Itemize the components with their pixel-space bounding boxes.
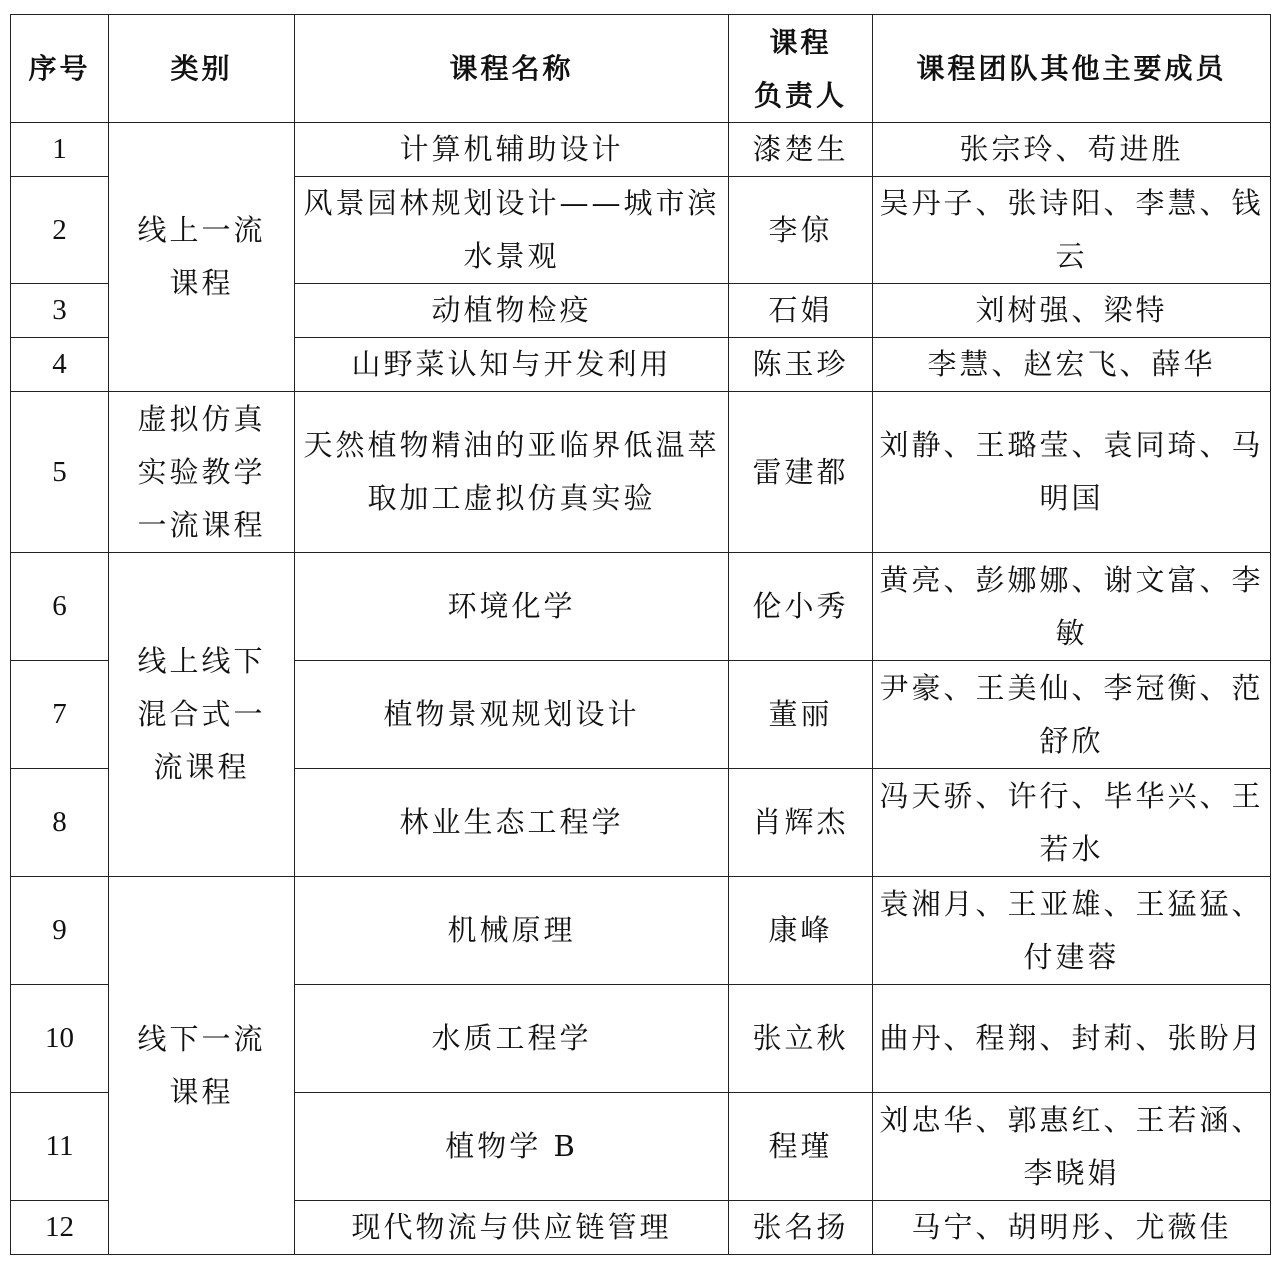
row-index: 5 (11, 392, 109, 553)
course-name: 现代物流与供应链管理 (295, 1201, 729, 1255)
header-category: 类别 (109, 15, 295, 123)
course-name: 机械原理 (295, 877, 729, 985)
category-cell: 虚拟仿真实验教学一流课程 (109, 392, 295, 553)
course-name: 计算机辅助设计 (295, 123, 729, 177)
course-name: 环境化学 (295, 553, 729, 661)
team-members: 黄亮、彭娜娜、谢文富、李敏 (873, 553, 1271, 661)
header-course-name: 课程名称 (295, 15, 729, 123)
row-index: 4 (11, 338, 109, 392)
row-index: 8 (11, 769, 109, 877)
course-leader: 李倞 (729, 177, 873, 284)
table-row (11, 877, 1271, 985)
table-row (11, 553, 1271, 661)
table-row (11, 123, 1271, 177)
course-leader: 程瑾 (729, 1093, 873, 1201)
course-name: 天然植物精油的亚临界低温萃取加工虚拟仿真实验 (295, 392, 729, 553)
course-name: 动植物检疫 (295, 284, 729, 338)
team-members: 刘树强、梁特 (873, 284, 1271, 338)
category-cell: 线上一流课程 (109, 123, 295, 392)
row-index: 6 (11, 553, 109, 661)
course-name: 山野菜认知与开发利用 (295, 338, 729, 392)
course-leader: 漆楚生 (729, 123, 873, 177)
team-members: 刘静、王璐莹、袁同琦、马明国 (873, 392, 1271, 553)
course-name: 风景园林规划设计——城市滨水景观 (295, 177, 729, 284)
row-index: 7 (11, 661, 109, 769)
team-members: 李慧、赵宏飞、薛华 (873, 338, 1271, 392)
team-members: 张宗玲、苟进胜 (873, 123, 1271, 177)
table-row (11, 392, 1271, 553)
category-cell: 线上线下混合式一流课程 (109, 553, 295, 877)
course-table (10, 14, 1271, 1255)
course-name: 水质工程学 (295, 985, 729, 1093)
team-members: 刘忠华、郭惠红、王若涵、李晓娟 (873, 1093, 1271, 1201)
header-leader-line2: 负责人 (753, 78, 847, 112)
course-name: 植物学 B (295, 1093, 729, 1201)
header-row (11, 15, 1271, 123)
row-index: 10 (11, 985, 109, 1093)
course-leader: 张名扬 (729, 1201, 873, 1255)
course-leader: 陈玉珍 (729, 338, 873, 392)
row-index: 3 (11, 284, 109, 338)
course-name: 植物景观规划设计 (295, 661, 729, 769)
team-members: 马宁、胡明彤、尤薇佳 (873, 1201, 1271, 1255)
header-leader (729, 15, 873, 123)
course-leader: 康峰 (729, 877, 873, 985)
course-leader: 张立秋 (729, 985, 873, 1093)
course-leader: 雷建都 (729, 392, 873, 553)
category-cell: 线下一流课程 (109, 877, 295, 1255)
team-members: 袁湘月、王亚雄、王猛猛、付建蓉 (873, 877, 1271, 985)
team-members: 曲丹、程翔、封莉、张盼月 (873, 985, 1271, 1093)
header-leader-line1: 课程 (769, 25, 832, 59)
row-index: 9 (11, 877, 109, 985)
header-index: 序号 (11, 15, 109, 123)
row-index: 11 (11, 1093, 109, 1201)
course-leader: 董丽 (729, 661, 873, 769)
row-index: 2 (11, 177, 109, 284)
course-leader: 石娟 (729, 284, 873, 338)
course-leader: 伦小秀 (729, 553, 873, 661)
team-members: 尹豪、王美仙、李冠衡、范舒欣 (873, 661, 1271, 769)
row-index: 1 (11, 123, 109, 177)
team-members: 冯天骄、许行、毕华兴、王若水 (873, 769, 1271, 877)
header-members: 课程团队其他主要成员 (873, 15, 1271, 123)
row-index: 12 (11, 1201, 109, 1255)
course-name: 林业生态工程学 (295, 769, 729, 877)
team-members: 吴丹子、张诗阳、李慧、钱云 (873, 177, 1271, 284)
course-leader: 肖辉杰 (729, 769, 873, 877)
